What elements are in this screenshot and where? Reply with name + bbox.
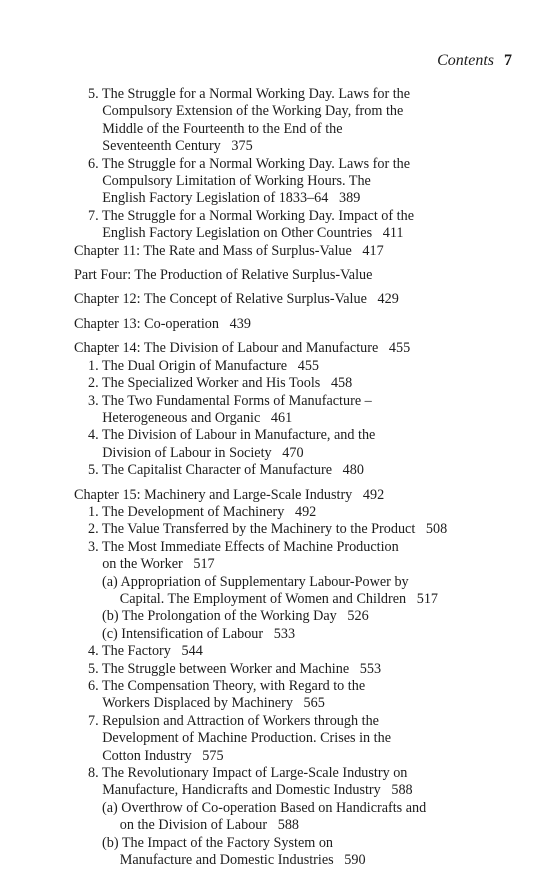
toc-line: 6. The Compensation Theory, with Regard to the xyxy=(88,678,366,694)
toc-entry xyxy=(74,678,522,713)
toc-entry xyxy=(74,291,522,308)
toc-line: Middle of the Fourteenth to the End of the xyxy=(88,120,343,137)
toc-entry xyxy=(74,375,522,392)
toc-entry xyxy=(74,316,522,333)
toc-line: Chapter 11: The Rate and Mass of Surplus-Value 417 xyxy=(74,242,384,259)
toc-line: 7. The Struggle for a Normal Working Day. Impact of the xyxy=(88,207,415,224)
toc-line: Chapter 15: Machinery and Large-Scale Industry 492 xyxy=(74,486,385,503)
toc-line: 3. The Two Fundamental Forms of Manufacture – xyxy=(88,392,372,409)
toc-entry xyxy=(74,835,522,869)
toc-entry xyxy=(74,462,522,479)
toc-entry xyxy=(74,393,522,428)
toc-line: Cotton Industry 575 xyxy=(88,747,224,764)
toc-line: 4. The Division of Labour in Manufacture, and the xyxy=(88,427,376,444)
toc-line: (c) Intensification of Labour 533 xyxy=(102,625,296,642)
toc-entry xyxy=(74,574,522,609)
toc-line: Chapter 13: Co-operation 439 xyxy=(74,315,251,332)
toc-line: on the Division of Labour 588 xyxy=(102,817,300,834)
toc-line: 6. The Struggle for a Normal Working Day. Laws for the xyxy=(88,155,411,172)
toc-entry xyxy=(74,208,522,243)
toc-line: 1. The Dual Origin of Manufacture 455 xyxy=(88,357,320,374)
toc-line: Seventeenth Century 375 xyxy=(88,138,253,155)
toc-line: 5. The Capitalist Character of Manufacture 480 xyxy=(88,462,364,479)
toc-line: (a) Overthrow of Co-operation Based on Handicrafts and xyxy=(102,799,427,816)
toc-line: English Factory Legislation of 1833–64 389 xyxy=(88,190,361,207)
toc-line: English Factory Legislation on Other Countries 411 xyxy=(88,225,404,242)
toc-line: 5. The Struggle between Worker and Machine 553 xyxy=(88,660,382,677)
toc-line: Division of Labour in Society 470 xyxy=(88,444,304,461)
toc-line: Heterogeneous and Organic 461 xyxy=(88,409,293,426)
toc-entry xyxy=(74,86,522,156)
toc-line: (a) Appropriation of Supplementary Labour-Power by xyxy=(102,573,409,590)
page-number: 7 xyxy=(504,52,512,69)
toc-line: 3. The Most Immediate Effects of Machine Production xyxy=(88,538,399,555)
section-title: Contents xyxy=(437,52,494,69)
toc-line: 5. The Struggle for a Normal Working Day. Laws for the xyxy=(88,86,411,102)
toc-entry xyxy=(74,539,522,574)
toc-line: Capital. The Employment of Women and Children 517 xyxy=(102,590,439,607)
toc-line: 1. The Development of Machinery 492 xyxy=(88,503,317,520)
toc-line: Manufacture and Domestic Industries 590 xyxy=(102,852,366,869)
toc-entry xyxy=(74,156,522,208)
toc-entry xyxy=(74,608,522,625)
toc-line: Compulsory Extension of the Working Day, from the xyxy=(88,103,404,120)
toc-line: (b) The Impact of the Factory System on xyxy=(102,834,334,851)
toc-line: Development of Machine Production. Crises in the xyxy=(88,730,392,747)
toc-line: 7. Repulsion and Attraction of Workers through the xyxy=(88,712,379,729)
toc-entry xyxy=(74,267,522,284)
toc-entry xyxy=(74,340,522,357)
toc-entry xyxy=(74,243,522,260)
toc-line: 8. The Revolutionary Impact of Large-Scale Industry on xyxy=(88,765,408,782)
toc-entry xyxy=(74,504,522,521)
toc-entry xyxy=(74,661,522,678)
toc-line: Compulsory Limitation of Working Hours. The xyxy=(88,173,371,190)
toc-line: Part Four: The Production of Relative Surplus-Value xyxy=(74,267,373,284)
toc-entry xyxy=(74,427,522,462)
toc-entry xyxy=(74,765,522,800)
toc-line: (b) The Prolongation of the Working Day 526 xyxy=(102,608,369,625)
toc-line: 4. The Factory 544 xyxy=(88,643,203,660)
running-head xyxy=(437,52,512,70)
toc-entry xyxy=(74,521,522,538)
toc-entry xyxy=(74,358,522,375)
toc-line: 2. The Value Transferred by the Machinery to the Product 508 xyxy=(88,521,448,538)
toc-line: Chapter 14: The Division of Labour and Manufacture 455 xyxy=(74,340,411,357)
toc-line: Chapter 12: The Concept of Relative Surplus-Value 429 xyxy=(74,291,399,308)
toc-line: Manufacture, Handicrafts and Domestic Industry 588 xyxy=(88,782,413,799)
toc-entry xyxy=(74,643,522,660)
toc-entry xyxy=(74,487,522,504)
toc-line: Workers Displaced by Machinery 565 xyxy=(88,695,325,712)
toc-line: on the Worker 517 xyxy=(88,556,215,573)
toc-line: 2. The Specialized Worker and His Tools 458 xyxy=(88,375,353,392)
toc-entry xyxy=(74,800,522,835)
table-of-contents xyxy=(74,86,522,869)
toc-entry xyxy=(74,713,522,765)
toc-entry xyxy=(74,626,522,643)
